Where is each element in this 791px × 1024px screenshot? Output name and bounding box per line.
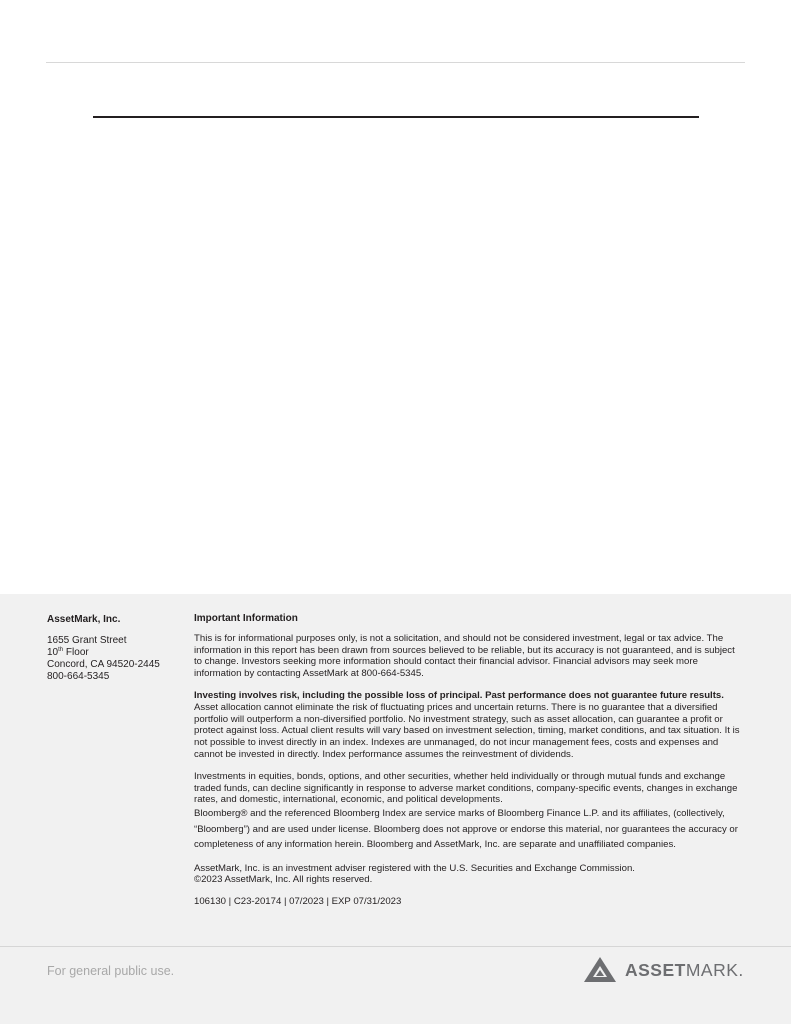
assetmark-logo bbox=[584, 957, 749, 983]
copyright-text: ©2023 AssetMark, Inc. All rights reserved. bbox=[194, 874, 373, 886]
disclosure-panel bbox=[0, 594, 791, 1024]
public-use-notice: For general public use. bbox=[47, 964, 175, 978]
company-city: Concord, CA 94520-2445 bbox=[47, 659, 160, 670]
document-code: 106130 | C23-20174 | 07/2023 | EXP 07/31/2023 bbox=[194, 896, 402, 908]
risk-paragraph bbox=[194, 690, 742, 761]
footer-divider bbox=[0, 946, 791, 947]
assetmark-wordmark bbox=[625, 960, 744, 981]
disclaimer-paragraph: This is for informational purposes only, is not a solicitation, and should not be considered investment, legal or tax advice. The information in this report has been drawn from sources believed to be reliable, but its accuracy is not guaranteed, and is subject to change. Investors seeking more information should contact their financial advisor. Financial advisors may seek more information by contacting AssetMark at 800-664-5345. bbox=[194, 632, 735, 680]
important-info-heading: Important Information bbox=[194, 613, 298, 624]
company-phone: 800-664-5345 bbox=[47, 671, 110, 682]
wordmark-thin: MARK. bbox=[685, 960, 744, 980]
floor-number: 10 bbox=[47, 647, 59, 658]
floor-suffix: th bbox=[58, 647, 64, 653]
company-street: 1655 Grant Street bbox=[47, 635, 127, 646]
wordmark-bold: ASSET bbox=[625, 960, 686, 980]
section-divider bbox=[93, 116, 699, 118]
company-name: AssetMark, Inc. bbox=[47, 614, 121, 625]
floor-label: Floor bbox=[65, 647, 89, 658]
securities-paragraph: Investments in equities, bonds, options, and other securities, whether held individually or through mutual funds and exchange traded funds, can decline significantly in response to adverse market conditions, company-specific events, changes in exchange rates, and domestic, international, economic, and political developments. bbox=[194, 770, 738, 806]
company-floor bbox=[47, 647, 182, 659]
registration-paragraph bbox=[194, 863, 742, 887]
top-divider bbox=[46, 62, 745, 63]
company-address-block bbox=[47, 614, 182, 683]
risk-text: Asset allocation cannot eliminate the risk of fluctuating prices and uncertain returns. There is no guarantee that a diversified portfolio will outperform a non-diversified portfolio. No investment strategy, such as asset allocation, can guarantee a profit or protect against loss. Actual client results will vary based on investment selection, timing, market conditions, and tax situation. It is not possible to invest directly in an index. Indexes are unmanaged, do not incur management fees, costs and expenses and cannot be invested in directly. Index performance assumes the reinvestment of dividends. bbox=[194, 701, 740, 760]
bloomberg-paragraph: Bloomberg® and the referenced Bloomberg Index are service marks of Bloomberg Finance L.P. and its affiliates, (collectively, “Bloomberg”) and are used under license. Bloomberg does not approve or endorse this material, nor guarantees the accuracy or completeness of any information herein. Bloomberg and AssetMark, Inc. are separate and unaffiliated companies. bbox=[194, 808, 738, 851]
registration-text: AssetMark, Inc. is an investment adviser registered with the U.S. Securities and Exchange Commission. bbox=[194, 862, 635, 874]
important-information bbox=[194, 613, 742, 918]
risk-bold-text: Investing involves risk, including the possible loss of principal. Past performance does not guarantee future results. bbox=[194, 689, 724, 701]
assetmark-triangle-logo-icon bbox=[584, 957, 616, 982]
